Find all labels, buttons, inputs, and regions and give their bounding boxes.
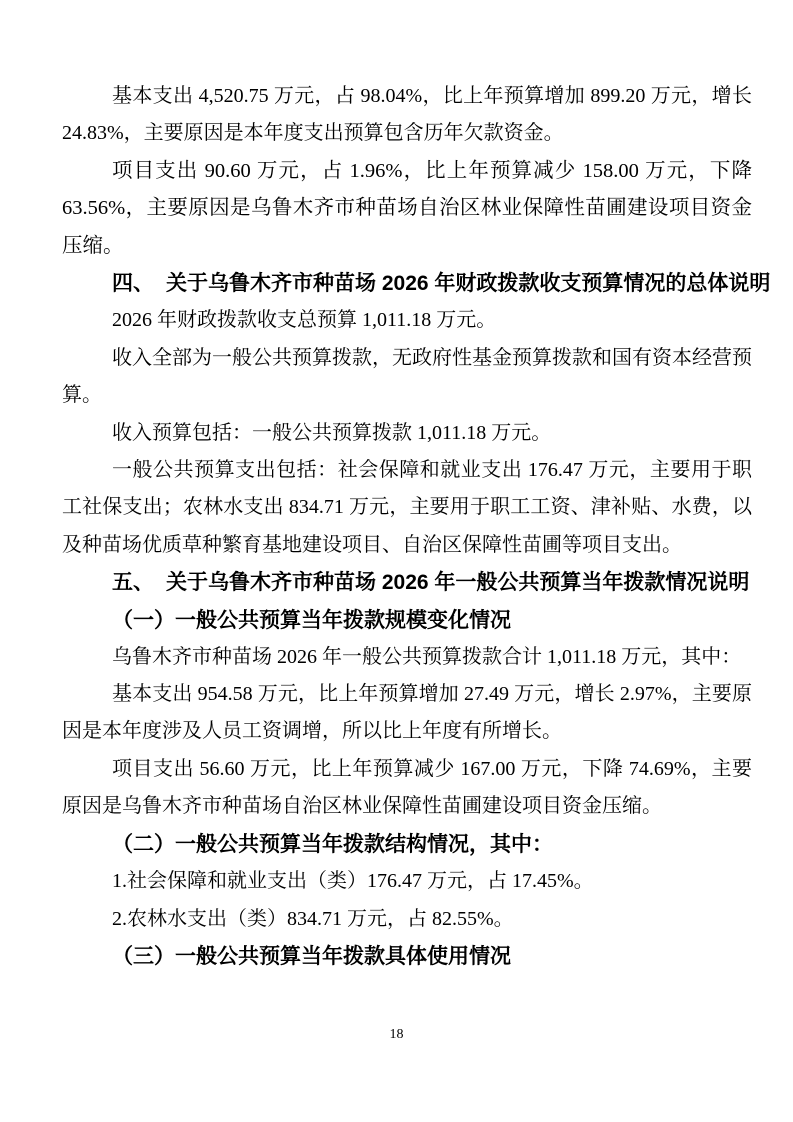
section-4-heading: [62, 265, 771, 302]
subsection-1-heading: （一）一般公共预算当年拨款规模变化情况: [112, 609, 511, 632]
section-4-number: 四、: [112, 272, 154, 295]
subsection-3-heading: （三）一般公共预算当年拨款具体使用情况: [112, 945, 511, 968]
subsection-2-heading: （二）一般公共预算当年拨款结构情况，其中：: [112, 833, 553, 856]
page-number: 18: [389, 1027, 404, 1042]
section-5-number: 五、: [112, 571, 154, 594]
paragraph-expenditure-detail: 一般公共预算支出包括：社会保障和就业支出 176.47 万元，主要用于职工社保支出；农林水支出 834.71 万元，主要用于职工工资、津补贴、水费，以及种苗场优质草种繁育基地建设项目、自治区保障性苗圃等项目支出。: [62, 459, 752, 556]
section-5-heading: [62, 564, 752, 601]
paragraph-basic-expenditure: 基本支出 4,520.75 万元，占 98.04%，比上年预算增加 899.20 万元，增长 24.83%，主要原因是本年度支出预算包含历年欠款资金。: [62, 85, 752, 145]
paragraph-income-source: 收入全部为一般公共预算拨款，无政府性基金预算拨款和国有资本经营预算。: [62, 347, 752, 407]
paragraph-income-detail: 收入预算包括：一般公共预算拨款 1,011.18 万元。: [112, 422, 552, 444]
paragraph-project-expenditure: 项目支出 90.60 万元，占 1.96%，比上年预算减少 158.00 万元，下降 63.56%，主要原因是乌鲁木齐市种苗场自治区林业保障性苗圃建设项目资金压缩。: [62, 160, 752, 257]
paragraph-allocation-total: 乌鲁木齐市种苗场 2026 年一般公共预算拨款合计 1,011.18 万元，其中：: [112, 646, 742, 668]
paragraph-basic-allocation: 基本支出 954.58 万元，比上年预算增加 27.49 万元，增长 2.97%，主要原因是本年度涉及人员工资调增，所以比上年度有所增长。: [62, 683, 752, 743]
list-item-agriculture-water: 2.农林水支出（类）834.71 万元，占 82.55%。: [112, 908, 514, 930]
section-4-title: 关于乌鲁木齐市种苗场 2026 年财政拨款收支预算情况的总体说明: [166, 272, 771, 295]
paragraph-project-allocation: 项目支出 56.60 万元，比上年预算减少 167.00 万元，下降 74.69%，主要原因是乌鲁木齐市种苗场自治区林业保障性苗圃建设项目资金压缩。: [62, 758, 752, 818]
list-item-social-security: 1.社会保障和就业支出（类）176.47 万元，占 17.45%。: [112, 870, 594, 892]
section-5-title: 关于乌鲁木齐市种苗场 2026 年一般公共预算当年拨款情况说明: [166, 571, 750, 594]
paragraph-fiscal-total: 2026 年财政拨款收支总预算 1,011.18 万元。: [112, 309, 497, 331]
